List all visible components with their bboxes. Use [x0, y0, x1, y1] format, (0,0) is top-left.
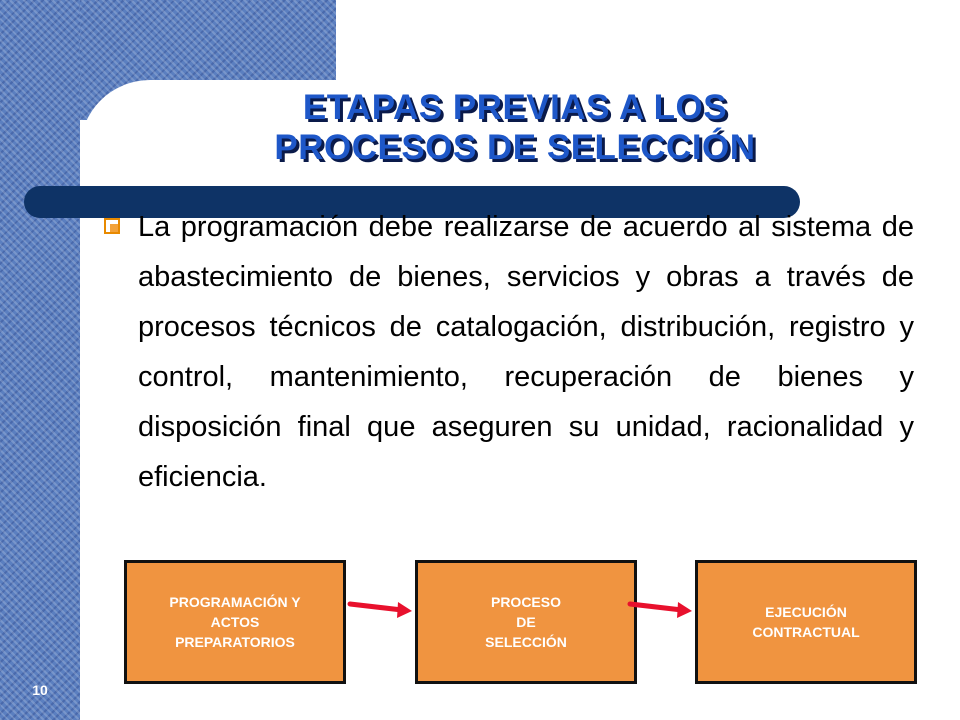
arrow-right-icon — [346, 592, 416, 622]
body-paragraph: La programación debe realizarse de acuerdo al sistema de abastecimiento de bienes, servicios y obras a través de procesos técnicos de catalogación, distribución, registro y control, mantenimiento, recuperación de bienes y disposición final que aseguren su unidad, racionalidad y eficiencia. — [138, 211, 914, 493]
page-number: 10 — [32, 682, 48, 698]
title-line-1: ETAPAS PREVIAS A LOS — [302, 88, 728, 127]
arrow-right-icon — [626, 592, 696, 622]
title-line-2: PROCESOS DE SELECCIÓN — [274, 128, 756, 167]
flow-box-programacion: PROGRAMACIÓN Y ACTOS PREPARATORIOS — [124, 560, 346, 684]
flow-box-proceso: PROCESO DE SELECCIÓN — [415, 560, 637, 684]
flow-box-ejecucion: EJECUCIÓN CONTRACTUAL — [695, 560, 917, 684]
denim-background-left — [0, 0, 80, 720]
slide-title — [150, 88, 880, 168]
square-bullet-icon — [104, 218, 120, 234]
